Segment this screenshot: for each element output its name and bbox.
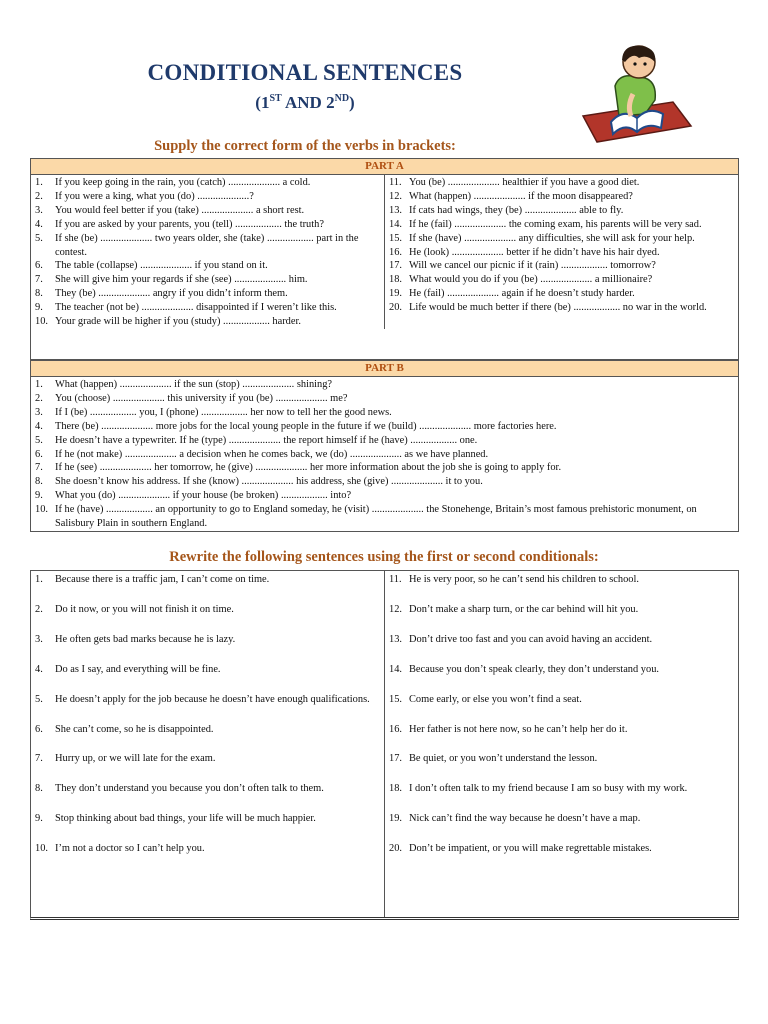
- item-number: 11.: [389, 574, 402, 585]
- item-number: 14.: [389, 218, 402, 230]
- subtitle-sup-1: ST: [269, 93, 282, 104]
- item-number: 4.: [35, 663, 43, 675]
- list-item: [35, 273, 380, 287]
- part-a-section: [30, 158, 739, 360]
- item-text: If you are asked by your parents, you (tell) .................. the truth?: [55, 218, 324, 230]
- list-item: [35, 475, 734, 489]
- item-number: 10.: [35, 504, 48, 516]
- item-number: 12.: [389, 190, 402, 202]
- item-number: 4.: [35, 218, 43, 230]
- rewrite-left-list: [35, 573, 380, 856]
- item-text: If you were a king, what you (do) ....................?: [55, 190, 254, 202]
- item-text: He (fail) .................... again if he doesn’t study harder.: [409, 288, 635, 300]
- list-item: [389, 842, 734, 856]
- item-text: They don’t understand you because you don’t often talk to them.: [55, 783, 324, 795]
- item-text: There (be) .................... more jobs for the local young people in the future if we (build) .................... more factories here.: [55, 420, 557, 432]
- item-number: 5.: [35, 232, 43, 244]
- list-item: [389, 287, 734, 301]
- part-b-list: [35, 378, 734, 531]
- rewrite-right-list: [389, 573, 734, 856]
- item-number: 2.: [35, 603, 43, 615]
- item-number: 5.: [35, 693, 43, 705]
- item-number: 3.: [35, 633, 43, 645]
- list-item: [389, 204, 734, 218]
- rewrite-section: [30, 570, 739, 920]
- list-item: [389, 246, 734, 260]
- item-number: 20.: [389, 302, 402, 314]
- item-text: He often gets bad marks because he is lazy.: [55, 633, 236, 645]
- item-number: 18.: [389, 274, 402, 286]
- list-item: [35, 420, 734, 434]
- item-number: 1.: [35, 574, 43, 585]
- item-number: 1.: [35, 177, 43, 188]
- list-item: [35, 503, 734, 531]
- item-number: 18.: [389, 783, 402, 795]
- item-number: 20.: [389, 843, 402, 855]
- page-title: CONDITIONAL SENTENCES: [147, 60, 463, 85]
- list-item: [389, 633, 734, 647]
- item-number: 7.: [35, 753, 43, 765]
- item-text: She doesn’t know his address. If she (know) .................... his address, she (give) .................... it to you.: [55, 476, 483, 488]
- list-item: [389, 176, 734, 190]
- list-item: [389, 190, 734, 204]
- list-item: [35, 378, 734, 392]
- item-number: 9.: [35, 490, 43, 502]
- list-item: [35, 842, 380, 856]
- list-item: [35, 461, 734, 475]
- list-item: [35, 603, 380, 617]
- item-text: If he (fail) .................... the coming exam, his parents will be very sad.: [409, 218, 702, 230]
- list-item: [35, 693, 380, 707]
- item-text: Do it now, or you will not finish it on time.: [55, 603, 234, 615]
- list-item: [35, 392, 734, 406]
- item-text: If she (have) .................... any difficulties, she will ask for your help.: [409, 232, 695, 244]
- item-text: Because you don’t speak clearly, they don’t understand you.: [409, 663, 659, 675]
- item-text: I’m not a doctor so I can’t help you.: [55, 843, 205, 855]
- list-item: [389, 273, 734, 287]
- list-item: [35, 782, 380, 796]
- list-item: [35, 573, 380, 587]
- part-b-section: [30, 360, 739, 532]
- item-text: You (choose) .................... this university if you (be) .................... me?: [55, 392, 348, 404]
- list-item: [389, 603, 734, 617]
- list-item: [35, 752, 380, 766]
- item-number: 9.: [35, 302, 43, 314]
- item-text: They (be) .................... angry if you didn’t inform them.: [55, 288, 288, 300]
- item-text: Don’t be impatient, or you will make regrettable mistakes.: [409, 843, 652, 855]
- item-text: What (happen) .................... if the moon disappeared?: [409, 190, 633, 202]
- item-text: Don’t drive too fast and you can avoid having an accident.: [409, 633, 653, 645]
- list-item: [35, 489, 734, 503]
- item-text: If cats had wings, they (be) .................... able to fly.: [409, 204, 624, 216]
- item-text: He is very poor, so he can’t send his children to school.: [409, 574, 639, 585]
- item-number: 4.: [35, 420, 43, 432]
- list-item: [35, 176, 380, 190]
- item-number: 6.: [35, 448, 43, 460]
- item-number: 19.: [389, 288, 402, 300]
- list-item: [389, 301, 734, 315]
- subtitle-close: ): [349, 93, 355, 112]
- item-text: Hurry up, or we will late for the exam.: [55, 753, 216, 765]
- item-number: 15.: [389, 232, 402, 244]
- item-number: 16.: [389, 723, 402, 735]
- part-a-left-list: [35, 176, 380, 329]
- item-text: What would you do if you (be) .................... a millionaire?: [409, 274, 653, 286]
- item-text: The teacher (not be) .................... disappointed if I weren’t like this.: [55, 302, 337, 314]
- list-item: [35, 232, 380, 260]
- item-text: He (look) .................... better if he didn’t have his hair dyed.: [409, 246, 660, 258]
- list-item: [389, 782, 734, 796]
- item-number: 8.: [35, 783, 43, 795]
- item-text: Don’t make a sharp turn, or the car behind will hit you.: [409, 603, 639, 615]
- item-text: She can’t come, so he is disappointed.: [55, 723, 214, 735]
- page-subtitle: [0, 93, 610, 113]
- item-text: Life would be much better if there (be) .................. no war in the world.: [409, 302, 707, 314]
- list-item: [35, 812, 380, 826]
- list-item: [35, 204, 380, 218]
- item-text: If I (be) .................. you, I (phone) .................. her now to tell her the good news.: [55, 406, 392, 418]
- item-text: She will give him your regards if she (see) .................... him.: [55, 274, 308, 286]
- list-item: [389, 218, 734, 232]
- item-text: What you (do) .................... if your house (be broken) .................. into?: [55, 490, 352, 502]
- list-item: [389, 259, 734, 273]
- item-text: If he (not make) .................... a decision when he comes back, we (do) .................... as we have planned.: [55, 448, 489, 460]
- item-number: 2.: [35, 190, 43, 202]
- item-number: 1.: [35, 379, 43, 390]
- item-text: He doesn’t have a typewriter. If he (type) .................... the report himself if he (have) .................. one.: [55, 434, 478, 446]
- item-text: You (be) .................... healthier if you have a good diet.: [409, 177, 640, 188]
- item-text: I don’t often talk to my friend because I am so busy with my work.: [409, 783, 688, 795]
- item-number: 7.: [35, 274, 43, 286]
- item-number: 14.: [389, 663, 402, 675]
- item-number: 13.: [389, 204, 402, 216]
- item-text: If he (have) .................. an opportunity to go to England someday, he (visit) .................... the Stonehenge, Britain’s most famous prehistoric monument, on Salisbury Plain in southern England.: [55, 504, 697, 530]
- item-number: 15.: [389, 693, 402, 705]
- item-text: If he (see) .................... her tomorrow, he (give) .................... her more information about the job she is going to apply for.: [55, 462, 562, 474]
- item-number: 11.: [389, 177, 402, 188]
- list-item: [35, 633, 380, 647]
- subtitle-open: (1: [255, 93, 270, 112]
- item-number: 6.: [35, 260, 43, 272]
- item-text: What (happen) .................... if the sun (stop) .................... shining?: [55, 379, 333, 390]
- part-a-header: PART A: [31, 159, 738, 175]
- list-item: [389, 752, 734, 766]
- item-number: 13.: [389, 633, 402, 645]
- item-number: 19.: [389, 813, 402, 825]
- list-item: [35, 448, 734, 462]
- list-item: [35, 287, 380, 301]
- item-text: Stop thinking about bad things, your life will be much happier.: [55, 813, 316, 825]
- item-text: Come early, or else you won’t find a seat.: [409, 693, 582, 705]
- item-number: 17.: [389, 260, 402, 272]
- item-text: Be quiet, or you won’t understand the lesson.: [409, 753, 598, 765]
- subtitle-mid: AND 2: [281, 93, 335, 112]
- list-item: [35, 434, 734, 448]
- item-text: Nick can’t find the way because he doesn’t have a map.: [409, 813, 641, 825]
- instruction-supply: Supply the correct form of the verbs in brackets:: [154, 138, 456, 154]
- item-number: 9.: [35, 813, 43, 825]
- part-a-right-list: [389, 176, 734, 315]
- item-number: 16.: [389, 246, 402, 258]
- item-text: If she (be) .................... two years older, she (take) .................. part in the contest.: [55, 232, 359, 258]
- list-item: [35, 190, 380, 204]
- item-number: 12.: [389, 603, 402, 615]
- list-item: [35, 663, 380, 677]
- item-text: Because there is a traffic jam, I can’t come on time.: [55, 574, 270, 585]
- item-text: Her father is not here now, so he can’t help her do it.: [409, 723, 628, 735]
- item-text: Your grade will be higher if you (study) .................. harder.: [55, 316, 301, 328]
- list-item: [35, 301, 380, 315]
- list-item: [389, 232, 734, 246]
- list-item: [35, 259, 380, 273]
- part-b-header: PART B: [31, 361, 738, 377]
- list-item: [389, 693, 734, 707]
- item-number: 2.: [35, 392, 43, 404]
- item-text: The table (collapse) .................... if you stand on it.: [55, 260, 268, 272]
- list-item: [35, 218, 380, 232]
- item-number: 6.: [35, 723, 43, 735]
- item-number: 7.: [35, 462, 43, 474]
- item-number: 3.: [35, 204, 43, 216]
- item-number: 5.: [35, 434, 43, 446]
- subtitle-sup-2: ND: [334, 93, 350, 104]
- list-item: [389, 573, 734, 587]
- item-number: 8.: [35, 288, 43, 300]
- item-number: 10.: [35, 316, 48, 328]
- list-item: [389, 663, 734, 677]
- boy-reading-book-icon: [575, 44, 695, 144]
- list-item: [389, 723, 734, 737]
- item-text: Do as I say, and everything will be fine.: [55, 663, 221, 675]
- list-item: [35, 723, 380, 737]
- item-text: You would feel better if you (take) .................... a short rest.: [55, 204, 305, 216]
- list-item: [35, 406, 734, 420]
- list-item: [389, 812, 734, 826]
- item-text: He doesn’t apply for the job because he doesn’t have enough qualifications.: [55, 693, 370, 705]
- item-text: If you keep going in the rain, you (catch) .................... a cold.: [55, 177, 311, 188]
- item-number: 8.: [35, 476, 43, 488]
- item-text: Will we cancel our picnic if it (rain) .................. tomorrow?: [409, 260, 656, 272]
- instruction-rewrite: Rewrite the following sentences using the first or second conditionals:: [169, 549, 599, 565]
- list-item: [35, 315, 380, 329]
- item-number: 10.: [35, 843, 48, 855]
- item-number: 3.: [35, 406, 43, 418]
- item-number: 17.: [389, 753, 402, 765]
